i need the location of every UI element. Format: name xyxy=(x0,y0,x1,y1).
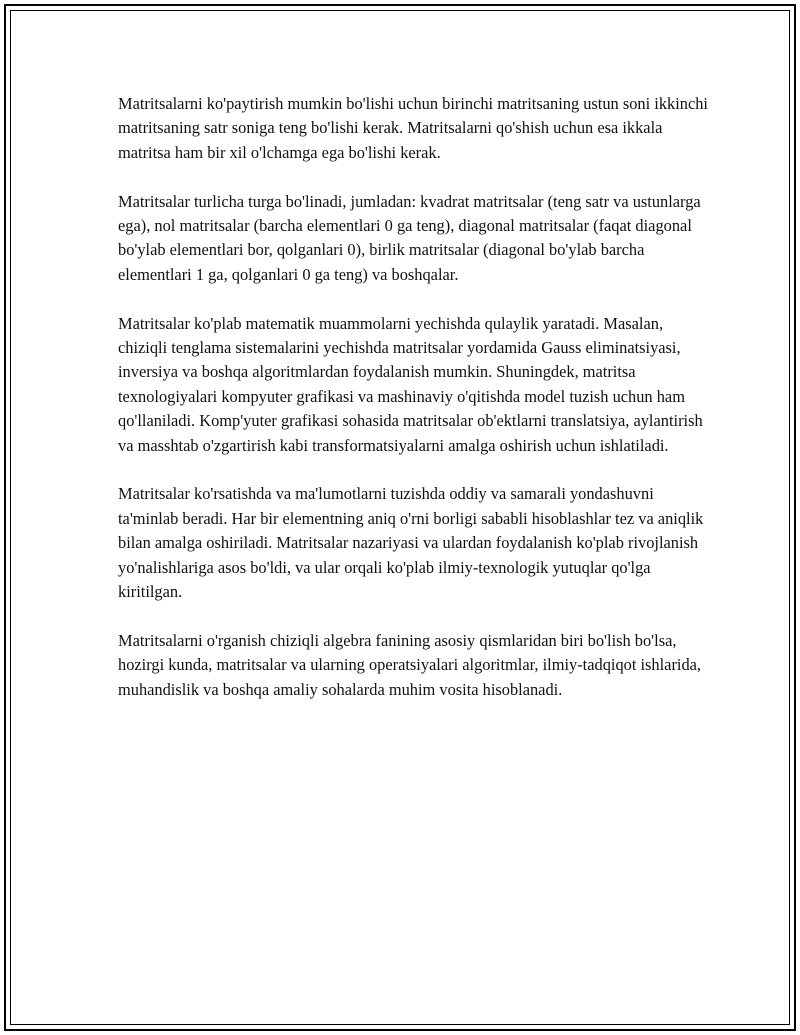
document-body xyxy=(118,92,708,726)
paragraph-3: Matritsalar ko'plab matematik muammolarni yechishda qulaylik yaratadi. Masalan, chiziqli tenglama sistemalarini yechishda matritsalar yordamida Gauss eliminatsiyasi, inversiya va boshqa algoritmlardan foydalanish mumkin. Shuningdek, matritsa texnologiyalari kompyuter grafikasi va mashinaviy o'qitishda model tuzish uchun ham qo'llaniladi. Komp'yuter grafikasi sohasida matritsalar ob'ektlarni translatsiya, aylantirish va masshtab o'zgartirish kabi transformatsiyalarni amalga oshirish uchun ishlatiladi. xyxy=(118,313,703,455)
paragraph-1: Matritsalarni ko'paytirish mumkin bo'lishi uchun birinchi matritsaning ustun soni ikkinchi matritsaning satr soniga teng bo'lishi kerak. Matritsalarni qo'shish uchun esa ikkala matritsa ham bir xil o'lchamga ega bo'lishi kerak. xyxy=(118,94,708,162)
paragraph-5: Matritsalarni o'rganish chiziqli algebra fanining asosiy qismlaridan biri bo'lish bo'lsa, hozirgi kunda, matritsalar va ularning operatsiyalari algoritmlar, ilmiy-tadqiqot ishlarida, muhandislik va boshqa amaliy sohalarda muhim vosita hisoblanadi. xyxy=(118,630,702,699)
paragraph-2: Matritsalar turlicha turga bo'linadi, jumladan: kvadrat matritsalar (teng satr va ustunlarga ega), nol matritsalar (barcha elementlari 0 ga teng), diagonal matritsalar (faqat diagonal bo'ylab elementlari bor, qolganlari 0), birlik matritsalar (diagonal bo'ylab barcha elementlari 1 ga, qolganlari 0 ga teng) va boshqalar. xyxy=(118,191,701,284)
paragraph-4: Matritsalar ko'rsatishda va ma'lumotlarni tuzishda oddiy va samarali yondashuvni ta'minlab beradi. Har bir elementning aniq o'rni borligi sababli hisoblashlar tez va aniqlik bilan amalga oshiriladi. Matritsalar nazariyasi va ulardan foydalanish ko'plab rivojlanish yo'nalishlariga asos bo'ldi, va ular orqali ko'plab ilmiy-texnologik yutuqlar qo'lga kiritilgan. xyxy=(118,484,704,602)
